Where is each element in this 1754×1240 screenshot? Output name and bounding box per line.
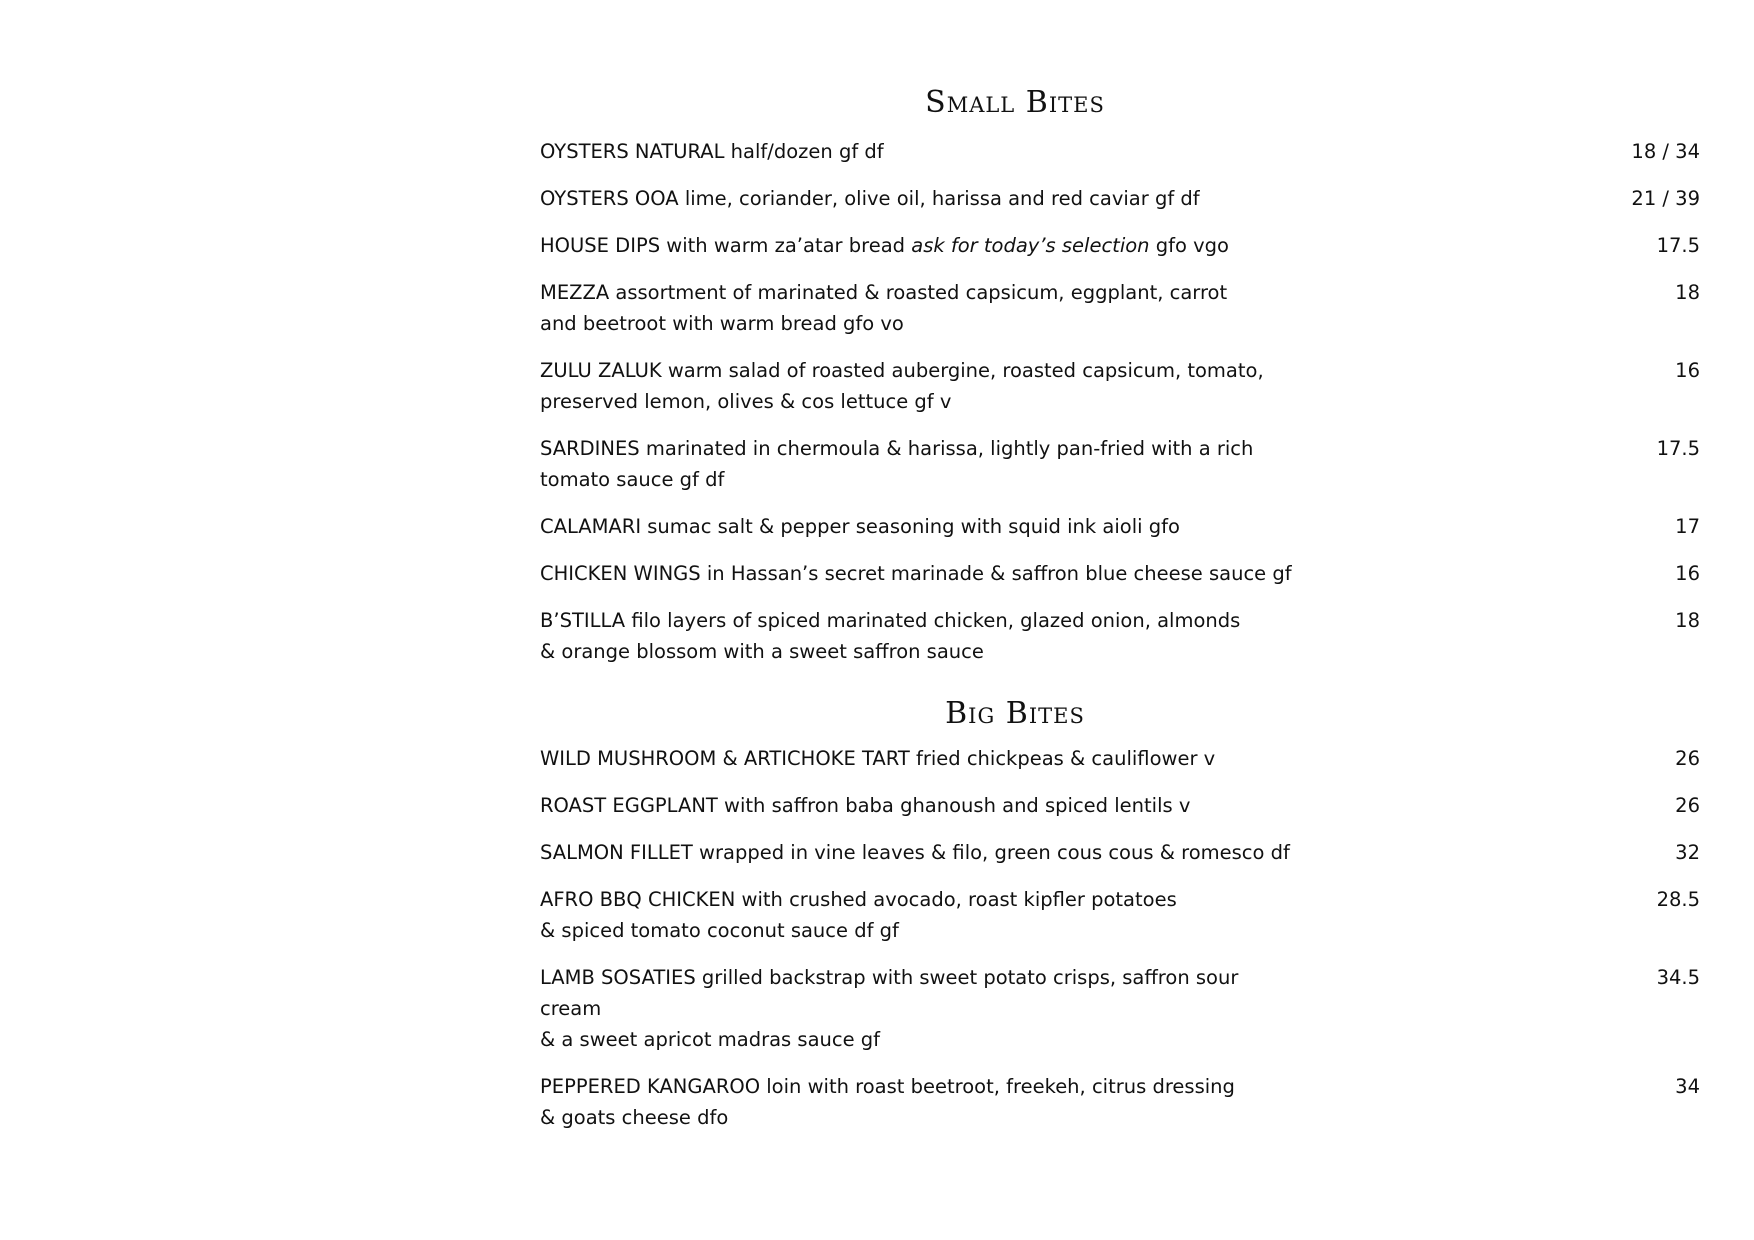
menu-item <box>540 837 1700 868</box>
item-description: CALAMARI sumac salt & pepper seasoning with squid ink aioli gfo <box>540 515 1180 538</box>
menu-item <box>540 136 1700 167</box>
menu-item <box>540 433 1700 495</box>
item-line-2: preserved lemon, olives & cos lettuce gf v <box>540 390 952 413</box>
item-description: SALMON FILLET wrapped in vine leaves & filo, green cous cous & romesco df <box>540 841 1290 864</box>
item-note: ask for today’s selection <box>911 234 1150 257</box>
item-price: 28.5 <box>1656 888 1700 911</box>
menu-item <box>540 558 1700 589</box>
menu-item <box>540 1071 1700 1133</box>
item-description: CHICKEN WINGS in Hassan’s secret marinade & saffron blue cheese sauce gf <box>540 562 1292 585</box>
item-price: 18 <box>1675 281 1700 304</box>
menu-item <box>540 277 1700 339</box>
item-description <box>540 884 1300 946</box>
item-description-part: gfo vgo <box>1149 234 1229 257</box>
item-line-2: & goats cheese dfo <box>540 1106 729 1129</box>
item-description-part: HOUSE DIPS with warm za’atar bread <box>540 234 912 257</box>
item-price: 17 <box>1675 515 1700 538</box>
item-price: 18 <box>1675 609 1700 632</box>
item-line-2: and beetroot with warm bread gfo vo <box>540 312 904 335</box>
item-price: 16 <box>1675 562 1700 585</box>
item-line-2: & spiced tomato coconut sauce df gf <box>540 919 899 942</box>
item-price: 18 / 34 <box>1631 140 1700 163</box>
menu-item <box>540 511 1700 542</box>
section-title-big-bites: Big Bites <box>945 696 1085 731</box>
item-description: WILD MUSHROOM & ARTICHOKE TART fried chickpeas & cauliflower v <box>540 747 1216 770</box>
item-price: 34.5 <box>1656 966 1700 989</box>
menu-page <box>540 0 1700 1149</box>
item-description <box>540 230 1300 261</box>
item-line-1: MEZZA assortment of marinated & roasted capsicum, eggplant, carrot <box>540 281 1228 304</box>
item-line-1: ZULU ZALUK warm salad of roasted aubergine, roasted capsicum, tomato, <box>540 359 1264 382</box>
menu-item <box>540 962 1700 1055</box>
item-description <box>540 433 1300 495</box>
menu-item <box>540 605 1700 667</box>
menu-item <box>540 743 1700 774</box>
menu-item <box>540 884 1700 946</box>
item-description <box>540 355 1300 417</box>
item-price: 34 <box>1675 1075 1700 1098</box>
section-title-small-bites: Small Bites <box>925 85 1105 120</box>
item-description <box>540 605 1300 667</box>
item-line-2: & orange blossom with a sweet saffron sauce <box>540 640 984 663</box>
menu-item <box>540 355 1700 417</box>
item-line-1: SARDINES marinated in chermoula & harissa, lightly pan-fried with a rich <box>540 437 1254 460</box>
item-line-2: tomato sauce gf df <box>540 468 725 491</box>
item-description: OYSTERS NATURAL half/dozen gf df <box>540 140 884 163</box>
item-line-1: B’STILLA filo layers of spiced marinated chicken, glazed onion, almonds <box>540 609 1241 632</box>
item-description: ROAST EGGPLANT with saffron baba ghanoush and spiced lentils v <box>540 794 1191 817</box>
item-price: 26 <box>1675 794 1700 817</box>
item-price: 17.5 <box>1656 234 1700 257</box>
item-line-1: LAMB SOSATIES grilled backstrap with sweet potato crisps, saffron sour cream <box>540 966 1239 1020</box>
item-description <box>540 962 1300 1055</box>
item-price: 26 <box>1675 747 1700 770</box>
menu-item <box>540 230 1700 261</box>
item-price: 17.5 <box>1656 437 1700 460</box>
item-price: 16 <box>1675 359 1700 382</box>
menu-item <box>540 790 1700 821</box>
item-line-2: & a sweet apricot madras sauce gf <box>540 1028 881 1051</box>
item-description <box>540 277 1300 339</box>
menu-item <box>540 183 1700 214</box>
item-price: 21 / 39 <box>1631 187 1700 210</box>
item-description <box>540 1071 1300 1133</box>
item-line-1: PEPPERED KANGAROO loin with roast beetroot, freekeh, citrus dressing <box>540 1075 1235 1098</box>
item-line-1: AFRO BBQ CHICKEN with crushed avocado, roast kipfler potatoes <box>540 888 1177 911</box>
item-description: OYSTERS OOA lime, coriander, olive oil, harissa and red caviar gf df <box>540 187 1200 210</box>
item-price: 32 <box>1675 841 1700 864</box>
